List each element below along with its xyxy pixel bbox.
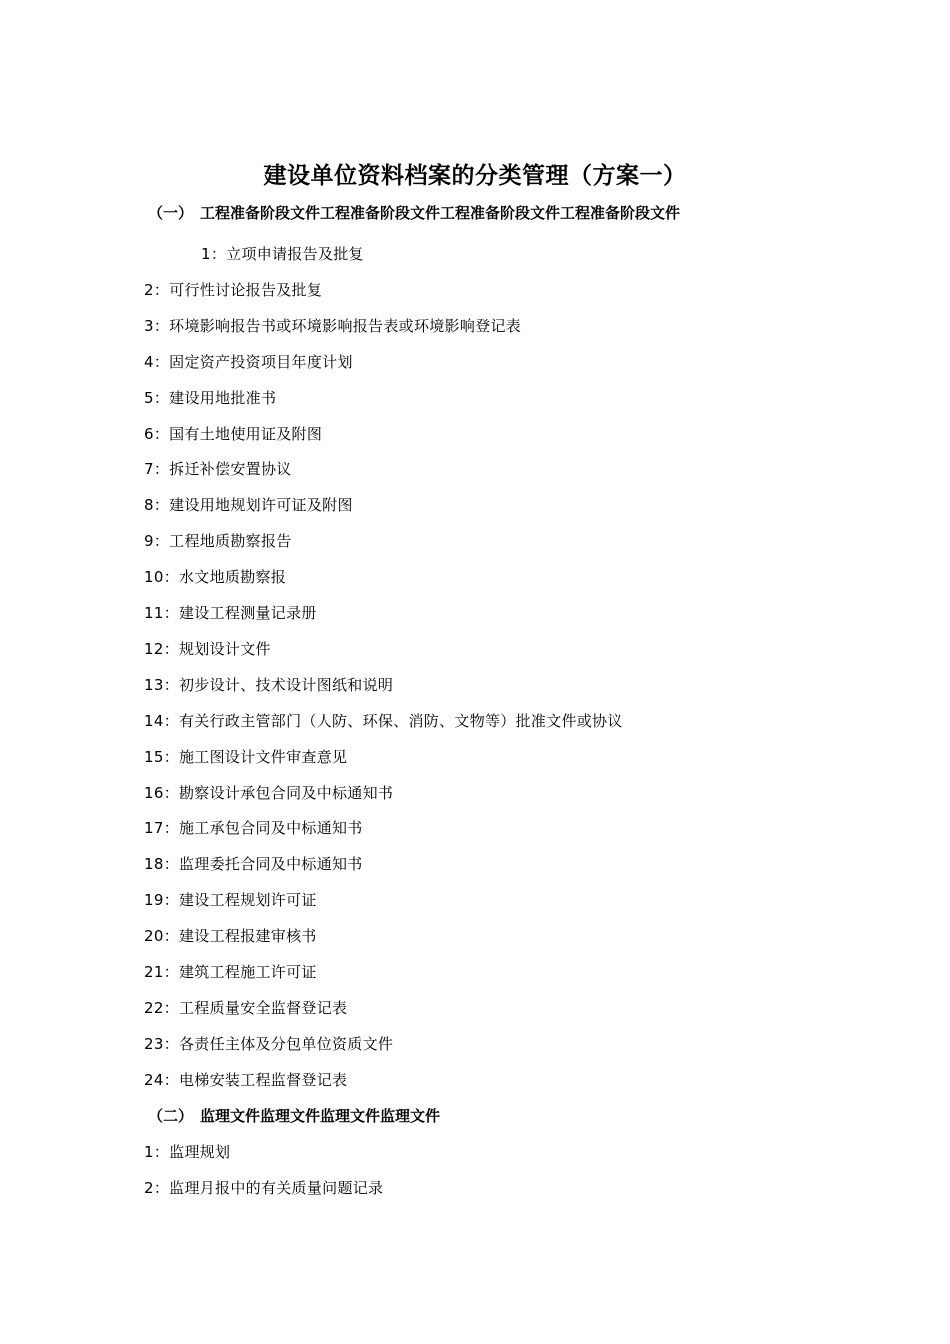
item-text: 有关行政主管部门（人防、环保、消防、文物等）批准文件或协议 <box>179 711 623 730</box>
item-text: 监理规划 <box>169 1143 231 1161</box>
list-item <box>144 782 393 803</box>
section-title: 监理文件监理文件监理文件监理文件 <box>200 1107 441 1125</box>
item-text: 固定资产投资项目年度计划 <box>169 352 353 371</box>
item-text: 国有土地使用证及附图 <box>169 424 323 443</box>
list-item <box>144 889 317 910</box>
item-number: 19 ： <box>144 891 179 909</box>
list-item <box>144 746 347 767</box>
item-text: 建设用地批准书 <box>169 388 277 407</box>
item-number: 8 ： <box>144 496 169 514</box>
item-number: 12 ： <box>144 640 179 658</box>
item-text: 环境影响报告书或环境影响报告表或环境影响登记表 <box>169 316 522 335</box>
list-item <box>144 1033 393 1054</box>
list-item <box>144 961 317 982</box>
item-number: 13 ： <box>144 676 179 694</box>
item-number: 3 ： <box>144 317 169 335</box>
list-item <box>144 494 353 515</box>
item-text: 水文地质勘察报 <box>179 568 287 587</box>
item-text: 工程质量安全监督登记表 <box>179 998 348 1017</box>
item-number: 21 ： <box>144 963 179 981</box>
item-number: 1 ： <box>201 245 226 263</box>
list-item <box>144 315 521 336</box>
item-number: 24 ： <box>144 1071 179 1089</box>
item-number: 6 ： <box>144 425 169 443</box>
item-text: 可行性讨论报告及批复 <box>169 280 323 299</box>
list-item <box>144 1141 230 1162</box>
section-number: （一） <box>148 204 194 222</box>
item-number: 5 ： <box>144 389 169 407</box>
item-text: 施工图设计文件审查意见 <box>179 747 348 766</box>
item-text: 建设工程测量记录册 <box>179 604 317 622</box>
item-text: 电梯安装工程监督登记表 <box>179 1070 348 1089</box>
item-text: 监理委托合同及中标通知书 <box>179 855 363 874</box>
list-item <box>144 853 363 874</box>
item-text: 勘察设计承包合同及中标通知书 <box>179 783 394 802</box>
item-number: 10 ： <box>144 568 179 586</box>
item-number: 20 ： <box>144 927 179 945</box>
item-text: 建筑工程施工许可证 <box>179 963 317 981</box>
list-item <box>144 997 347 1018</box>
list-item <box>144 817 363 838</box>
list-item <box>144 1177 383 1198</box>
item-number: 9 ： <box>144 532 169 550</box>
document-title: 建设单位资料档案的分类管理（方案一） <box>263 163 687 189</box>
item-number: 4 ： <box>144 353 169 371</box>
list-item <box>144 602 317 623</box>
item-text: 各责任主体及分包单位资质文件 <box>179 1034 394 1053</box>
list-item <box>144 458 292 479</box>
list-item <box>144 638 271 659</box>
section-heading-1 <box>148 202 680 223</box>
item-number: 23 ： <box>144 1035 179 1053</box>
item-text: 建设工程规划许可证 <box>179 891 317 910</box>
item-number: 16 ： <box>144 784 179 802</box>
list-item <box>144 423 322 444</box>
item-text: 立项申请报告及批复 <box>226 245 364 263</box>
item-number: 22 ： <box>144 999 179 1017</box>
list-item <box>201 243 364 264</box>
item-text: 监理月报中的有关质量问题记录 <box>169 1179 384 1197</box>
section-number: （二） <box>148 1107 194 1125</box>
list-item <box>144 566 286 587</box>
item-text: 建设用地规划许可证及附图 <box>169 496 353 515</box>
list-item <box>144 925 317 946</box>
section-title: 工程准备阶段文件工程准备阶段文件工程准备阶段文件工程准备阶段文件 <box>200 204 681 222</box>
item-number: 2 ： <box>144 281 169 299</box>
item-number: 1 ： <box>144 1143 169 1161</box>
item-text: 规划设计文件 <box>179 639 271 658</box>
list-item <box>144 530 292 551</box>
list-item <box>144 674 393 695</box>
list-item <box>144 1069 347 1090</box>
item-number: 14 ： <box>144 712 179 730</box>
item-text: 拆迁补偿安置协议 <box>169 460 292 479</box>
item-number: 15 ： <box>144 748 179 766</box>
item-text: 建设工程报建审核书 <box>179 927 317 946</box>
item-text: 工程地质勘察报告 <box>169 532 292 551</box>
item-number: 18 ： <box>144 855 179 873</box>
list-item <box>144 279 322 300</box>
list-item <box>144 351 353 372</box>
item-text: 施工承包合同及中标通知书 <box>179 819 363 838</box>
item-number: 2 ： <box>144 1179 169 1197</box>
item-number: 17 ： <box>144 819 179 837</box>
list-item <box>144 387 276 408</box>
item-text: 初步设计、技术设计图纸和说明 <box>179 675 394 694</box>
section-heading-2 <box>148 1105 440 1126</box>
item-number: 11 ： <box>144 604 179 622</box>
item-number: 7 ： <box>144 460 169 478</box>
list-item <box>144 710 623 731</box>
